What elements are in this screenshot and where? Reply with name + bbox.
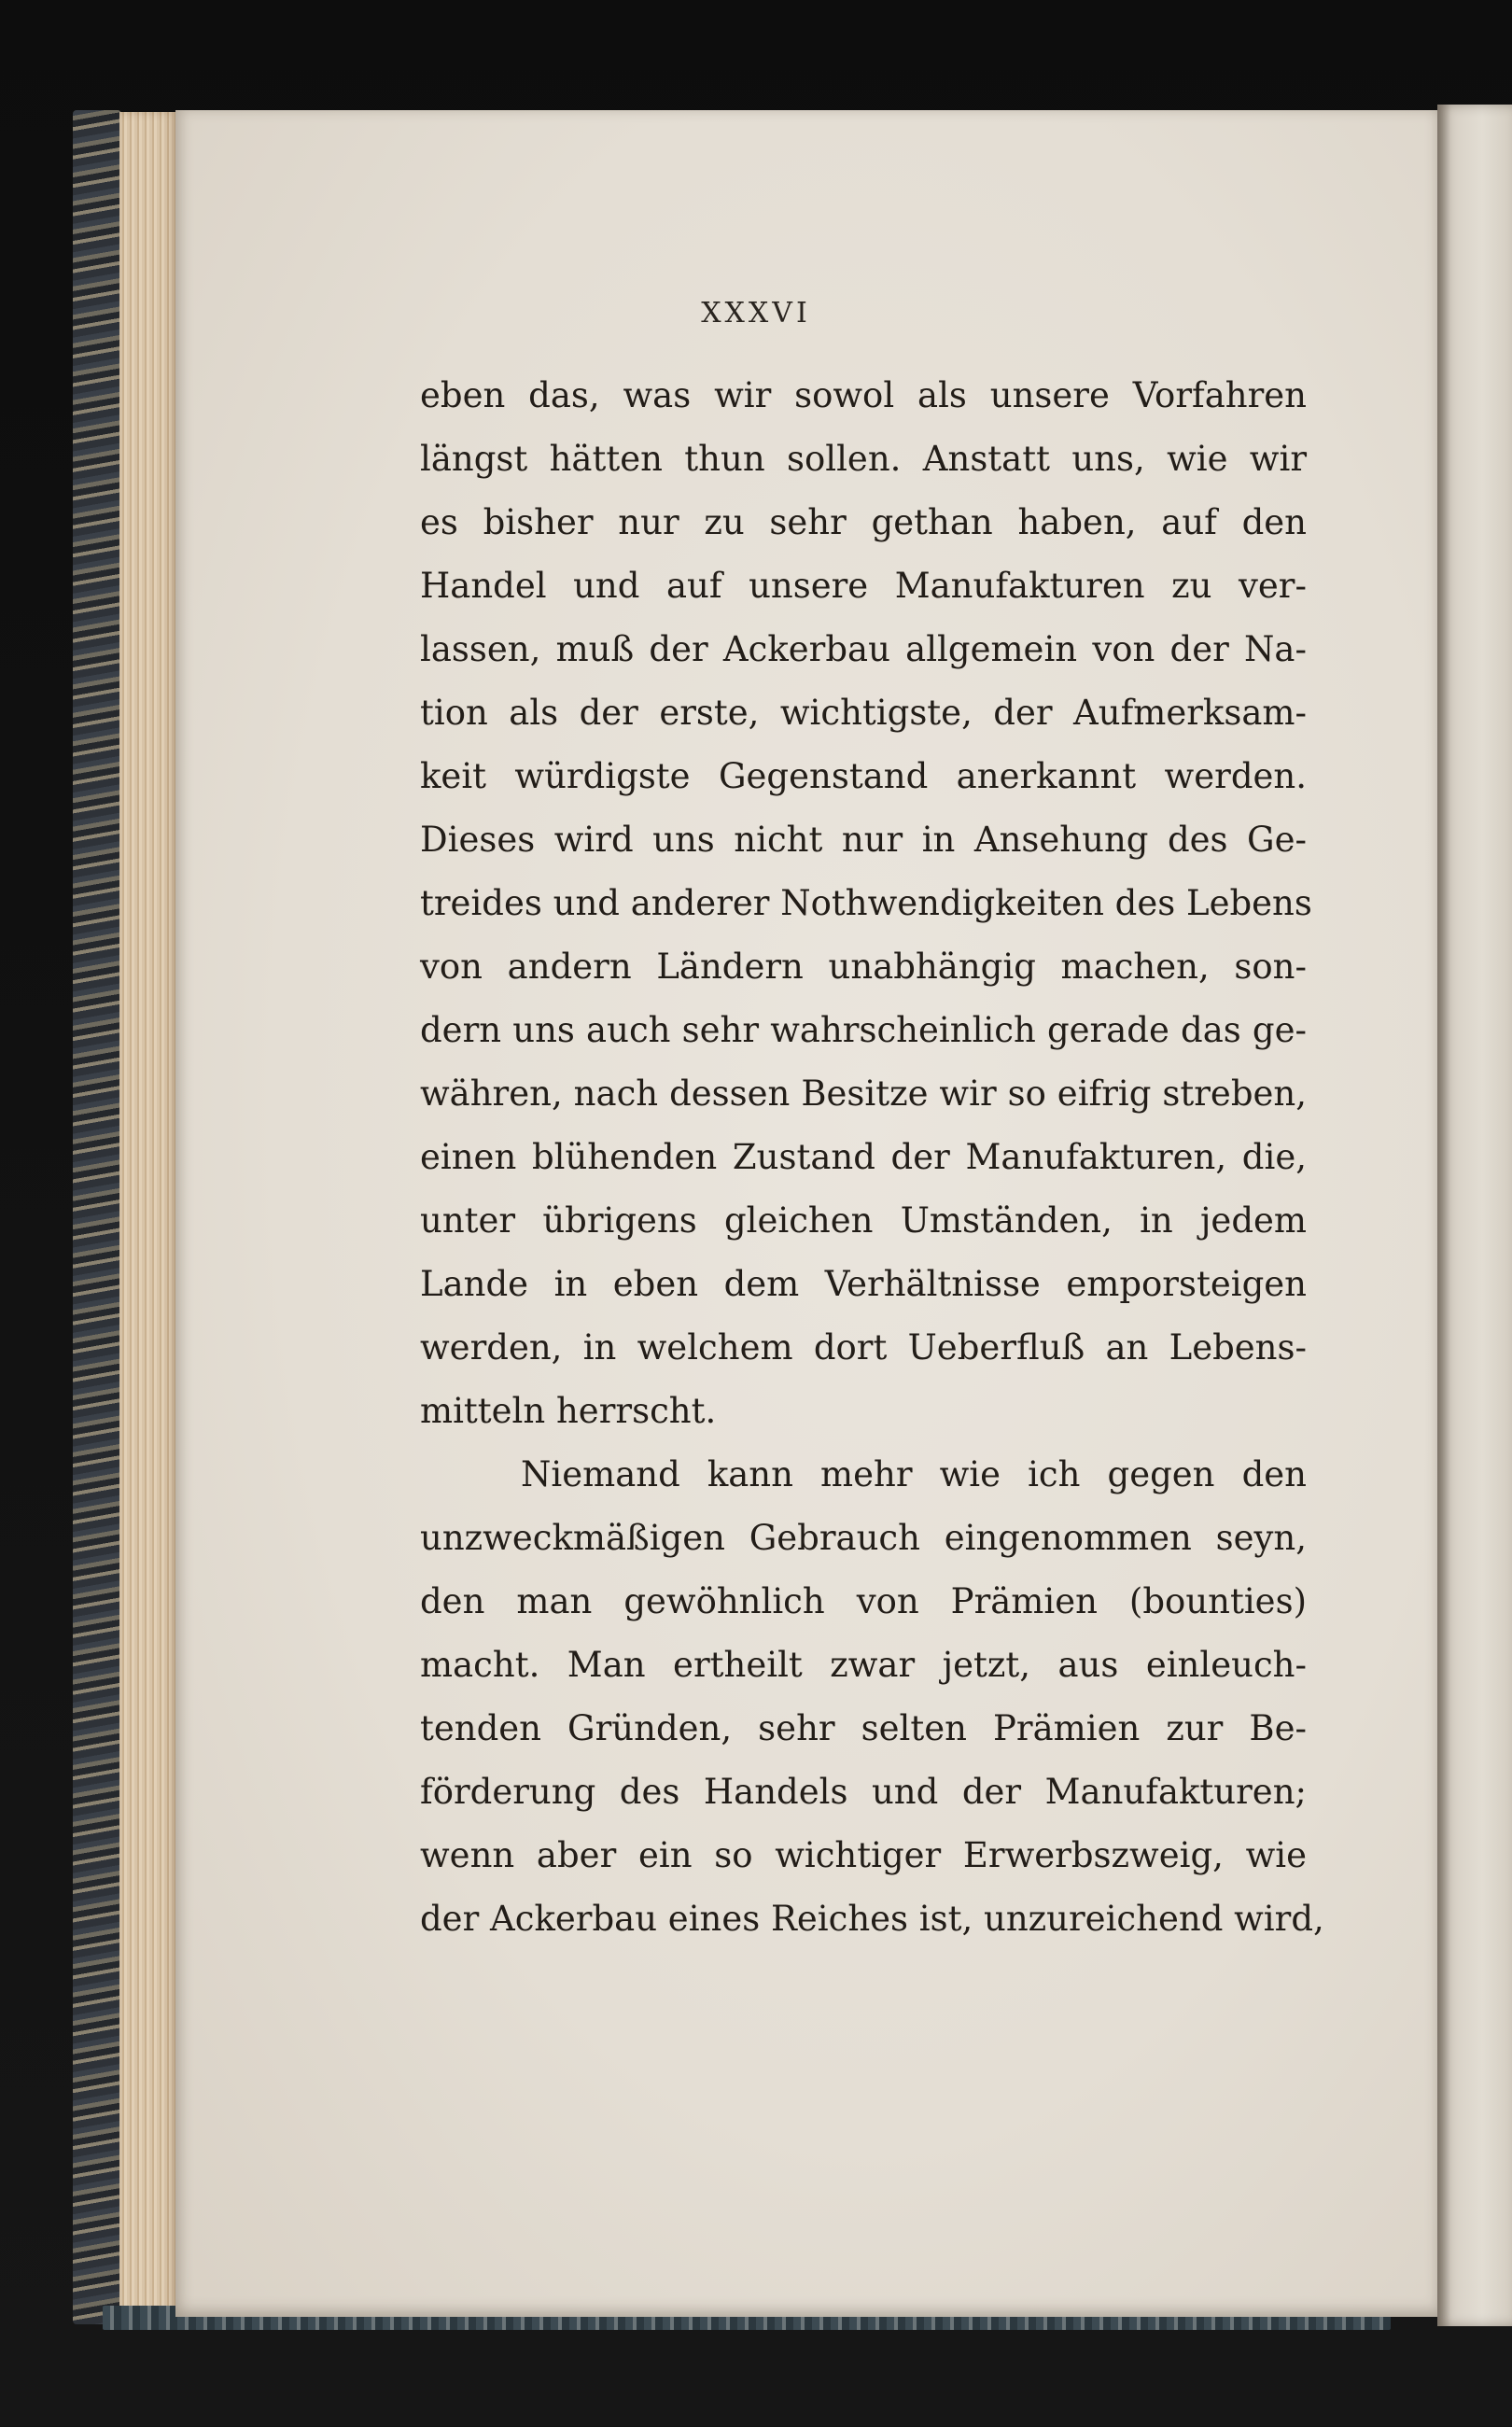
- text-line: werden, in welchem dort Ueberfluß an Lebens-: [420, 1327, 1307, 1368]
- text-line: Lande in eben dem Verhältnisse emporsteigen: [420, 1264, 1307, 1304]
- page-edges: [119, 112, 177, 2317]
- text-line: tion als der erste, wichtigste, der Aufmerksam-: [420, 693, 1307, 733]
- text-line: eben das, was wir sowol als unsere Vorfahren: [420, 375, 1307, 415]
- text-line: den man gewöhnlich von Prämien (bounties): [420, 1581, 1307, 1621]
- text-line: keit würdigste Gegenstand anerkannt werden.: [420, 756, 1307, 796]
- text-line: unzweckmäßigen Gebrauch eingenommen seyn,: [420, 1518, 1307, 1558]
- facing-page-edge: [1437, 105, 1512, 2326]
- text-line: währen, nach dessen Besitze wir so eifrig streben,: [420, 1073, 1307, 1114]
- marbled-cover-board: [73, 110, 121, 2324]
- text-line: Dieses wird uns nicht nur in Ansehung des Ge-: [420, 820, 1307, 860]
- text-line: macht. Man ertheilt zwar jetzt, aus einleuch-: [420, 1645, 1307, 1685]
- text-line: mitteln herrscht.: [420, 1391, 717, 1431]
- text-line: einen blühenden Zustand der Manufakturen, die,: [420, 1137, 1307, 1177]
- text-line: Handel und auf unsere Manufakturen zu ver-: [420, 566, 1307, 606]
- body-text: [420, 364, 1324, 1951]
- text-line: es bisher nur zu sehr gethan haben, auf den: [420, 502, 1307, 542]
- text-line: lassen, muß der Ackerbau allgemein von der Na-: [420, 629, 1307, 669]
- text-line: längst hätten thun sollen. Anstatt uns, wie wir: [420, 439, 1307, 479]
- text-line: der Ackerbau eines Reiches ist, unzureichend wird,: [420, 1899, 1324, 1939]
- text-line: förderung des Handels und der Manufakturen;: [420, 1772, 1307, 1812]
- text-line: Niemand kann mehr wie ich gegen den: [521, 1454, 1307, 1494]
- text-line: unter übrigens gleichen Umständen, in jedem: [420, 1200, 1307, 1241]
- text-line: wenn aber ein so wichtiger Erwerbszweig, wie: [420, 1835, 1307, 1875]
- text-line: treides und anderer Nothwendigkeiten des Lebens: [420, 883, 1312, 923]
- text-line: dern uns auch sehr wahrscheinlich gerade das ge-: [420, 1010, 1307, 1050]
- text-line: tenden Gründen, sehr selten Prämien zur Be-: [420, 1708, 1307, 1748]
- text-line: von andern Ländern unabhängig machen, son-: [420, 947, 1307, 987]
- page-number: XXXVI: [701, 297, 811, 330]
